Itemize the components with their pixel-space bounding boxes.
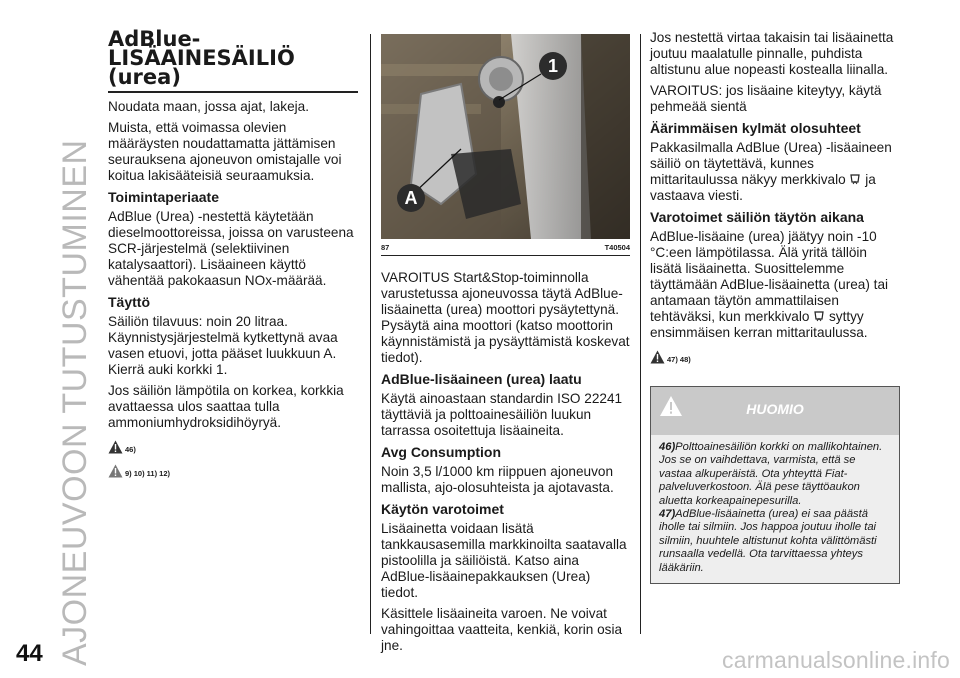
- huomio-header: [651, 387, 899, 435]
- warning-ref-46: [108, 436, 358, 454]
- startstop-warning: VAROITUS Start&Stop-toiminnolla varustetussa ajoneuvossa täytä AdBlue-lisäainetta (urea) moottori pysäytettynä. Pysäytä aina moottori (katso moottorin käynnistämistä ja pysäyttämistä koskevat tiedot).: [381, 270, 630, 365]
- kylmat-text-b: ja vastaava viesti.: [650, 172, 876, 203]
- column-divider-1: [370, 34, 371, 634]
- figure-code: T40504: [604, 243, 630, 252]
- heading-kylmat-olosuhteet: Äärimmäisen kylmät olosuhteet: [650, 120, 861, 136]
- heading-taytto: Täyttö: [108, 294, 150, 310]
- note-47-text: AdBlue-lisäainetta (urea) ei saa päästä iholle tai silmiin. Jos happoa joutuu iholle tai silmiin, huuhtele altistunut kohta välittömästi runsaalla vedellä. Ota tarvittaessa yhteys lääkäriin.: [659, 508, 877, 574]
- avg-consumption-paragraph: Noin 3,5 l/1000 km riippuen ajoneuvon mallista, ajo-olosuhteista ja ajotavasta.: [381, 464, 614, 495]
- column-2: [381, 34, 630, 659]
- figure-caption: [381, 239, 630, 256]
- note-46-text: Polttoainesäiliön korkki on mallikohtainen. Jos se on vaihdettava, varmista, että se vastaa alkuperäistä. Ota yhteyttä Fiat-palveluverkostoon. Älä pese täyttöaukon aluetta korkeapainepesurilla.: [659, 441, 883, 507]
- kylmat-text-a: Pakkasilmalla AdBlue (Urea) -lisäaineen säiliö on täytettävä, kunnes mittaritaulussa näkyy merkkivalo: [650, 140, 892, 187]
- taytonaikana-paragraph: [650, 229, 900, 341]
- taytto-paragraph-1: Säiliön tilavuus: noin 20 litraa. Käynnistysjärjestelmä kytkettynä avaa vasen etuovi, jotta pääset luukkuun A. Kierrä auki korkki 1.: [108, 314, 338, 377]
- warning-triangle-icon: [650, 350, 665, 364]
- column-3: [650, 30, 900, 584]
- title-line-1: AdBlue-: [108, 27, 201, 51]
- huomio-title: HUOMIO: [746, 401, 804, 417]
- callout-1: 1: [539, 52, 567, 80]
- laatu-paragraph: Käytä ainoastaan standardin ISO 22241 täyttäviä ja polttoainesäiliön luukun tarrassa osoitettuja lisäaineita.: [381, 391, 623, 438]
- heading-laatu: AdBlue-lisäaineen (urea) laatu: [381, 371, 582, 387]
- caution-triangle-icon: [108, 464, 123, 478]
- taytto-text-a: AdBlue-lisäaine (urea) jäätyy noin -10 °C:een lämpötilassa. Älä yritä tällöin lisätä lisäainetta. Suosittelemme täyttämään AdBlue-lisäainetta (urea) tai antamaan täytön ammattilaisen tehtäväksi, kun merkkivalo: [650, 229, 889, 324]
- toimintaperiaate-paragraph: AdBlue (Urea) -nestettä käytetään dieselmoottoreissa, joissa on varusteena SCR-järjestelmä (selektiivinen katalysaattori). Lisäaineen käyttö vähentää pakokaasun NOx-määrää.: [108, 209, 354, 288]
- kylmat-paragraph: [650, 140, 900, 204]
- heading-taytonaikana: Varotoimet säiliön täytön aikana: [650, 209, 864, 225]
- spill-paragraph: Jos nestettä virtaa takaisin tai lisäainetta joutuu maalatulle pinnalle, puhdista altistunu alue nopeasti kostealla liinalla.: [650, 30, 894, 77]
- section-side-label: [56, 26, 96, 666]
- huomio-note-46: [659, 441, 891, 508]
- warning-ref-text: 46): [125, 445, 136, 454]
- kayton-paragraph-2: Käsittele lisäaineita varoen. Ne voivat vahingoittaa vaatteita, kenkiä, korin osia jne.: [381, 606, 623, 653]
- huomio-box: [650, 386, 900, 584]
- taytto-text-b: syttyy ensimmäisen kerran mittaritaulussa.: [650, 309, 868, 340]
- heading-toimintaperiaate: Toimintaperiaate: [108, 189, 219, 205]
- warning-ref-47-48: [650, 346, 900, 364]
- column-1: [108, 27, 358, 484]
- heading-kayton-varotoimet: Käytön varotoimet: [381, 501, 504, 517]
- taytto-paragraph-2: Jos säiliön lämpötila on korkea, korkkia avattaessa ulos saattaa tulla ammoniumhydroksidihöyryä.: [108, 383, 344, 430]
- warning-triangle-icon: [108, 440, 123, 454]
- page-number: 44: [16, 640, 43, 667]
- kayton-paragraph-1: Lisäainetta voidaan lisätä tankkausasemilla markkinoilta saatavalla pistoolilla ja säiliöistä. Katso aina AdBlue-lisäainepakkauksen (Urea) tiedot.: [381, 521, 627, 600]
- watermark: carmanualsonline.info: [722, 647, 950, 673]
- column-divider-2: [640, 34, 641, 634]
- huomio-body: [651, 435, 899, 583]
- callout-a: A: [397, 184, 425, 212]
- title-line-2: LISÄAINESÄILIÖ: [108, 46, 295, 70]
- note-47-number: 47): [659, 508, 676, 521]
- section-side-label-text: AJONEUVOON TUTUSTUMINEN: [56, 139, 94, 666]
- figure-number: 87: [381, 243, 390, 252]
- heading-avg-consumption: Avg Consumption: [381, 444, 502, 460]
- huomio-note-47: [659, 508, 891, 575]
- fuel-flap-photo: [381, 34, 630, 239]
- note-46-number: 46): [659, 441, 676, 453]
- legal-paragraph: Muista, että voimassa olevien määräysten noudattamatta jättämisen seurauksena ajoneuvon omistajalle voi koitua lakisääteisiä seuraamuksia.: [108, 120, 342, 183]
- adblue-warning-light-icon: [849, 173, 861, 185]
- warning-ref-text: 47) 48): [667, 355, 691, 364]
- caution-ref-text: 9) 10) 11) 12): [125, 469, 171, 478]
- caution-ref-9-12: [108, 460, 358, 478]
- crystal-warning: VAROITUS: jos lisäaine kiteytyy, käytä pehmeää sientä: [650, 83, 882, 114]
- title-line-3: (urea): [108, 65, 181, 89]
- section-title: [108, 27, 358, 93]
- adblue-warning-light-icon-2: [813, 310, 825, 322]
- intro-paragraph: Noudata maan, jossa ajat, lakeja.: [108, 99, 310, 114]
